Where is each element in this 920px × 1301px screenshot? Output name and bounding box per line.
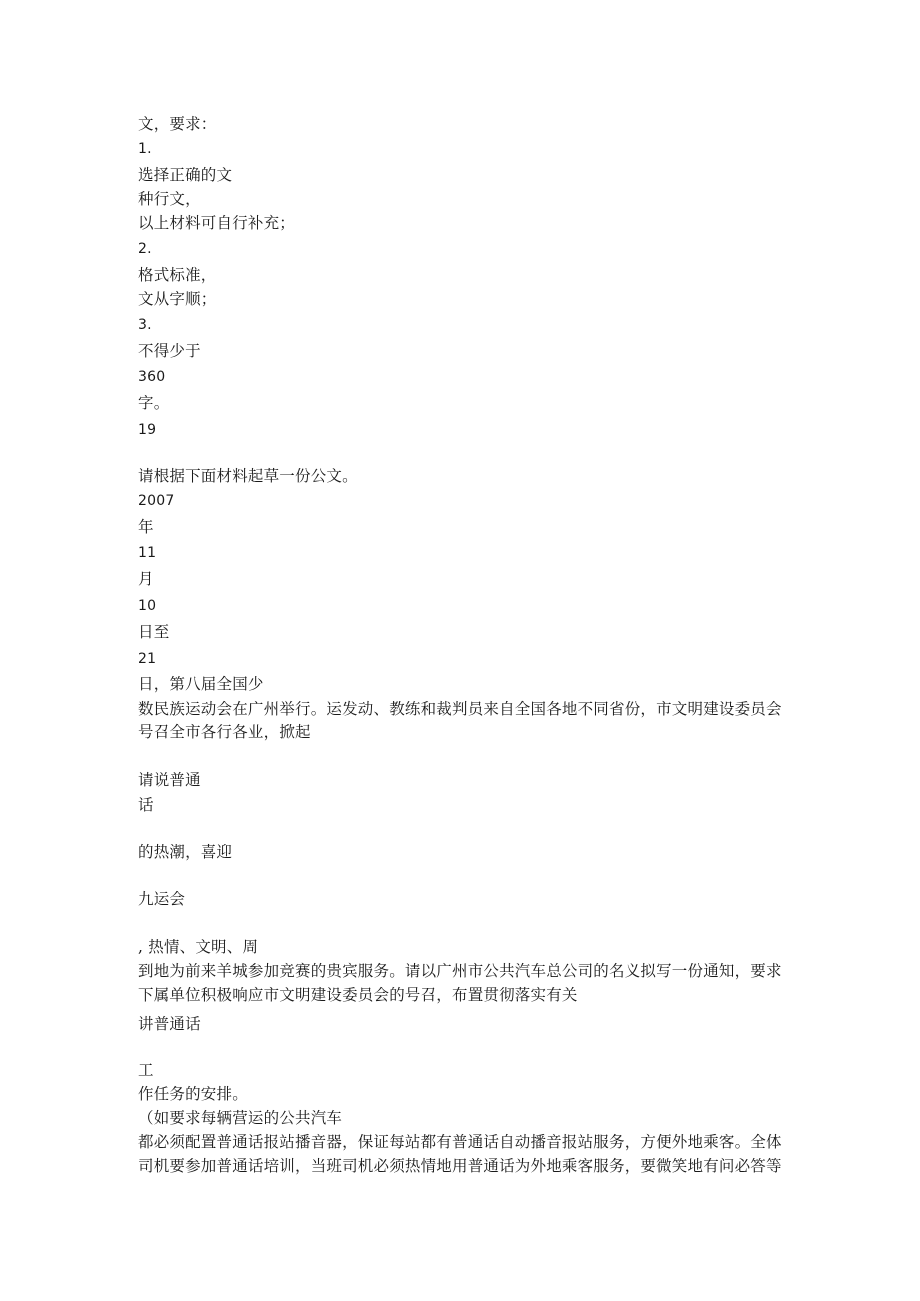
text-line: 文从字顺；: [138, 290, 217, 308]
number-text: 10: [138, 598, 157, 614]
text-line: 都必须配置普通话报站播音器，保证每站都有普通话自动播音报站服务，方便外地乘客。全体: [138, 1133, 782, 1151]
text-line: 的热潮，喜迎: [138, 843, 233, 861]
text-line: 请根据下面材料起草一份公文。: [138, 467, 358, 485]
number-text: 11: [138, 545, 157, 561]
text-line: 以上材料可自行补充；: [138, 214, 296, 232]
text-line: 选择正确的文: [138, 166, 233, 184]
text-line: 年: [138, 518, 154, 536]
text-line: 请说普通: [138, 771, 201, 789]
text-line: 工: [138, 1061, 154, 1079]
text-line: 号召全市各行各业，掀起: [138, 723, 311, 741]
text-line: , 热情、文明、周: [138, 938, 259, 956]
list-number: 1.: [138, 141, 152, 157]
number-text: 360: [138, 369, 166, 385]
text-line: 九运会: [138, 890, 186, 908]
text-line: 种行文，: [138, 190, 201, 208]
text-line: 不得少于: [138, 342, 201, 360]
text-line: 到地为前来羊城参加竞赛的贵宾服务。请以广州市公共汽车总公司的名义拟写一份通知，要求: [138, 962, 782, 980]
text-line: 格式标准，: [138, 266, 217, 284]
text-line: 日至: [138, 623, 170, 641]
number-text: 21: [138, 651, 157, 667]
text-line: 司机要参加普通话培训，当班司机必须热情地用普通话为外地乘客服务，要微笑地有问必答等: [138, 1157, 782, 1175]
text-line: 数民族运动会在广州举行。运发动、教练和裁判员来自全国各地不同省份，市文明建设委员会: [138, 700, 782, 718]
text-line: （如要求每辆营运的公共汽车: [138, 1109, 343, 1127]
text-line: 话: [138, 796, 154, 814]
text-line: 讲普通话: [138, 1015, 201, 1033]
text-line: 字。: [138, 394, 170, 412]
text-line: 下属单位积极响应市文明建设委员会的号召，布置贯彻落实有关: [138, 986, 578, 1004]
list-number: 3.: [138, 317, 152, 333]
list-number: 2.: [138, 241, 152, 257]
question-number: 19: [138, 422, 157, 438]
text-line: 文，要求：: [138, 115, 217, 133]
number-text: 2007: [138, 493, 175, 509]
text-line: 日，第八届全国少: [138, 675, 264, 693]
text-line: 月: [138, 570, 154, 588]
text-line: 作任务的安排。: [138, 1085, 248, 1103]
